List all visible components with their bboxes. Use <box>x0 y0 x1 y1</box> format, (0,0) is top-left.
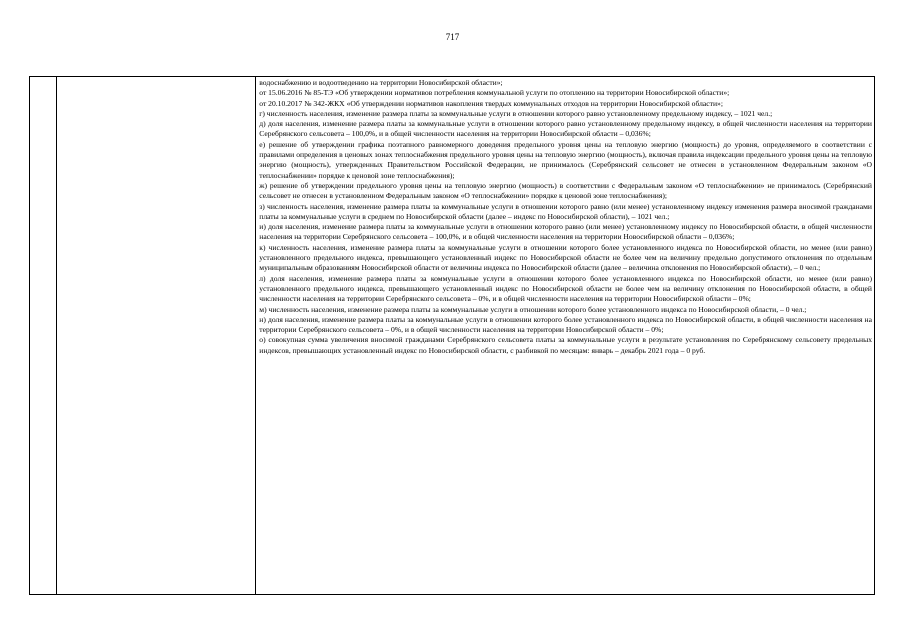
paragraph: н) доля населения, изменение размера платы за коммунальные услуги в отношении которого более установленного индекса по Новосибирской области, в общей численности населения на территории Серебрянского сельсовета – 0%, и в общей численности населения на территории Новосибирской области – 0%; <box>259 314 872 335</box>
paragraph: л) доля населения, изменение размера платы за коммунальные услуги в отношении которого более установленного индекса по Новосибирской области, но менее (или равно) установленного предельного индекса, превышающего установленный индекс по Новосибирской области не более чем на величину отклонения по Новосибирской области, в общей численности населения на территории Серебрянского сельсовета – 0%, и в общей численности населения на территории Новосибирской области – 0%; <box>259 273 872 304</box>
paragraph: е) решение об утверждении графика поэтапного равномерного доведения предельного уровня цены на тепловую энергию (мощность) до уровня, определяемого в соответствии с правилами определения в ценовых зонах теплоснабжения предельного уровня цены на тепловую энергию (мощность), включая правила индексации предельного уровня цены на тепловую энергию (мощность), утвержденных Правительством Российской Федерации, не принималось (Серебрянский сельсовет не отнесен в установленном Федеральным законом «О теплоснабжении» порядке к ценовой зоне теплоснабжения); <box>259 139 872 180</box>
paragraph: ж) решение об утверждении предельного уровня цены на тепловую энергию (мощность) в соответствии с Федеральным законом «О теплоснабжении» не принималось (Серебрянский сельсовет не отнесен в установленном Федеральным законом «О теплоснабжении» порядке к ценовой зоне теплоснабжения); <box>259 180 872 201</box>
paragraph: от 15.06.2016 № 85-ТЭ «Об утверждении нормативов потребления коммунальной услуги по отоплению на территории Новосибирской области»; <box>259 88 730 98</box>
table-row <box>30 77 875 595</box>
paragraph: о) совокупная сумма увеличения вносимой гражданами Серебрянского сельсовета платы за коммунальные услуги в результате установления по Серебрянскому сельсовету предельных индексов, превышающих установленный индекс по Новосибирской области, с разбивкой по месяцам: январь – декабрь 2021 года – 0 руб. <box>259 335 872 355</box>
document-table <box>29 76 875 595</box>
paragraph: д) доля населения, изменение размера платы за коммунальные услуги в отношении которого равно установленному предельному индексу, в общей численности населения на территории Серебрянского сельсовета – 100,0%, и в общей численности населения на территории Новосибирской области – 0,036%; <box>259 119 872 139</box>
table-cell-number <box>30 77 57 595</box>
table-cell-name <box>57 77 256 595</box>
page-number: 717 <box>445 32 460 42</box>
paragraph: водоснабжению и водоотведению на территории Новосибирской области»; <box>259 78 503 87</box>
paragraph: от 20.10.2017 № 342-ЖКХ «Об утверждении нормативов накопления твердых коммунальных отходов на территории Новосибирской области»; <box>259 98 723 108</box>
paragraph: м) численность населения, изменение размера платы за коммунальные услуги в отношении которого более установленного индекса по Новосибирской области, – 0 чел.; <box>259 304 807 314</box>
paragraph: г) численность населения, изменение размера платы за коммунальные услуги в отношении которого равно установленному предельному индексу, – 1021 чел.; <box>259 108 773 118</box>
paragraph: к) численность населения, изменение размера платы за коммунальные услуги в отношении которого более установленного индекса по Новосибирской области, но менее (или равно) установленного предельного индекса, превышающего установленный индекс по Новосибирской области не более чем на величину предельно допустимого отклонения по отдельным муниципальным образованиям Новосибирской области от величины индекса по Новосибирской области (далее – величина отклонения по Новосибирской области), – 0 чел.; <box>259 242 872 273</box>
paragraph: и) доля населения, изменение размера платы за коммунальные услуги в отношении которого равно (или менее) установленному индексу по Новосибирской области, в общей численности населения на территории Серебрянского сельсовета – 100,0%, и в общей численности населения на территории Новосибирской области – 0,036%; <box>259 222 872 242</box>
table-cell-content <box>256 77 875 595</box>
paragraph: з) численность населения, изменение размера платы за коммунальные услуги в отношении которого равно (или менее) установленному индексу изменения размера вносимой гражданами платы за коммунальные услуги в среднем по Новосибирской области (далее – индекс по Новосибирской области), – 1021 чел.; <box>259 201 872 221</box>
